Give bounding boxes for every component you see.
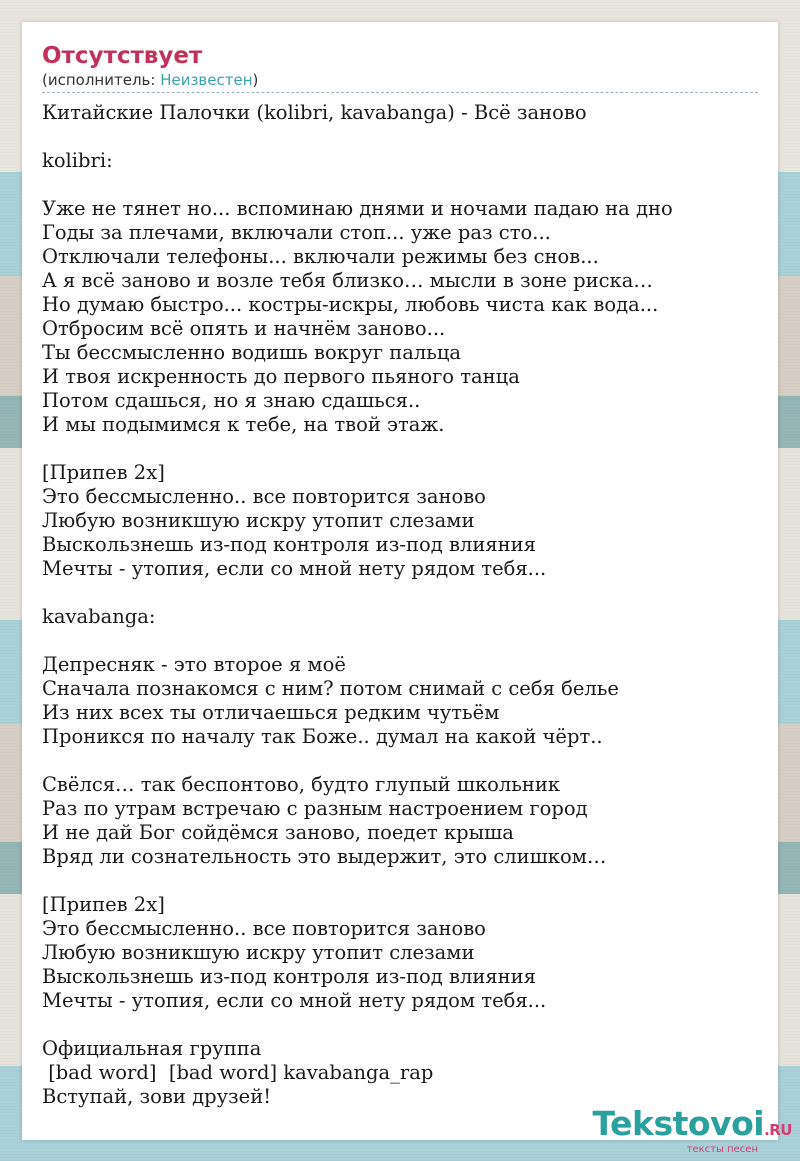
lyrics-line bbox=[42, 581, 758, 605]
lyrics-line: Выскользнешь из-под контроля из-под влияния bbox=[42, 533, 536, 556]
lyrics-line: Официальная группа bbox=[42, 1037, 262, 1060]
lyrics-line: Депресняк - это второе я моё bbox=[42, 653, 346, 676]
logo-suffix: .RU bbox=[764, 1121, 792, 1139]
lyrics-line: [Припев 2x] bbox=[42, 461, 165, 484]
lyrics-line: А я всё заново и возле тебя близко… мысли в зоне риска… bbox=[42, 269, 653, 292]
lyrics-line: Это бессмысленно.. все повторится заново bbox=[42, 485, 486, 508]
lyrics-line: Китайские Палочки (kolibri, kavabanga) - Всё заново bbox=[42, 101, 587, 124]
lyrics-line: Отбросим всё опять и начнём заново... bbox=[42, 317, 446, 340]
artist-suffix: ) bbox=[252, 71, 259, 89]
lyrics-line: Раз по утрам встречаю с разным настроением город bbox=[42, 797, 588, 820]
lyrics-line: Мечты - утопия, если со мной нету рядом тебя... bbox=[42, 989, 547, 1012]
logo-main-text: Tekstovoi bbox=[592, 1104, 765, 1143]
lyrics-line: Любую возникшую искру утопит слезами bbox=[42, 509, 475, 532]
lyrics-line: Свёлся… так беспонтово, будто глупый школьник bbox=[42, 773, 561, 796]
lyrics-line bbox=[42, 749, 758, 773]
lyrics-line bbox=[42, 1013, 758, 1037]
lyrics-line: И не дай Бог сойдёмся заново, поедет крыша bbox=[42, 821, 514, 844]
lyrics-line: Ты бессмысленно водишь вокруг пальца bbox=[42, 341, 462, 364]
lyrics-line bbox=[42, 125, 758, 149]
lyrics-line: И твоя искренность до первого пьяного танца bbox=[42, 365, 520, 388]
lyrics-line: Это бессмысленно.. все повторится заново bbox=[42, 917, 486, 940]
site-logo[interactable] bbox=[593, 1106, 792, 1155]
artist-line bbox=[42, 70, 758, 93]
lyrics-line bbox=[42, 629, 758, 653]
lyrics-line: Любую возникшую искру утопит слезами bbox=[42, 941, 475, 964]
lyrics-line bbox=[42, 869, 758, 893]
lyrics-line: [Припев 2x] bbox=[42, 893, 165, 916]
lyrics-line: Сначала познакомся с ним? потом снимай с себя белье bbox=[42, 677, 619, 700]
lyrics-line: Проникся по началу так Боже.. думал на какой чёрт.. bbox=[42, 725, 603, 748]
lyrics-line: Вряд ли сознательность это выдержит, это слишком… bbox=[42, 845, 607, 868]
artist-link[interactable]: Неизвестен bbox=[160, 71, 253, 89]
artist-prefix: (исполнитель: bbox=[42, 71, 161, 89]
lyrics-line: Выскользнешь из-под контроля из-под влияния bbox=[42, 965, 536, 988]
lyrics-line: Из них всех ты отличаешься редким чутьём bbox=[42, 701, 500, 724]
lyrics-line: kolibri: bbox=[42, 149, 113, 172]
lyrics-line bbox=[42, 437, 758, 461]
lyrics-line: [bad word] [bad word] kavabanga_rap bbox=[42, 1061, 434, 1084]
lyrics-line: Отключали телефоны... включали режимы без снов... bbox=[42, 245, 599, 268]
lyrics-line: Но думаю быстро... костры-искры, любовь чиста как вода... bbox=[42, 293, 659, 316]
lyrics-line: Уже не тянет но... вспоминаю днями и ночами падаю на дно bbox=[42, 197, 673, 220]
lyrics-line bbox=[42, 173, 758, 197]
lyrics-text bbox=[42, 93, 758, 1109]
lyrics-line: Потом сдашься, но я знаю сдашься.. bbox=[42, 389, 421, 412]
lyrics-line: kavabanga: bbox=[42, 605, 156, 628]
lyrics-line: Мечты - утопия, если со мной нету рядом тебя... bbox=[42, 557, 547, 580]
song-title: Отсутствует bbox=[42, 43, 203, 69]
logo-wordmark bbox=[593, 1106, 792, 1148]
lyrics-card bbox=[22, 22, 778, 1140]
lyrics-line: Вступай, зови друзей! bbox=[42, 1085, 272, 1108]
logo-tagline: тексты песен bbox=[686, 1144, 758, 1155]
lyrics-line: И мы подымимся к тебе, на твой этаж. bbox=[42, 413, 445, 436]
lyrics-line: Годы за плечами, включали стоп... уже раз сто... bbox=[42, 221, 551, 244]
